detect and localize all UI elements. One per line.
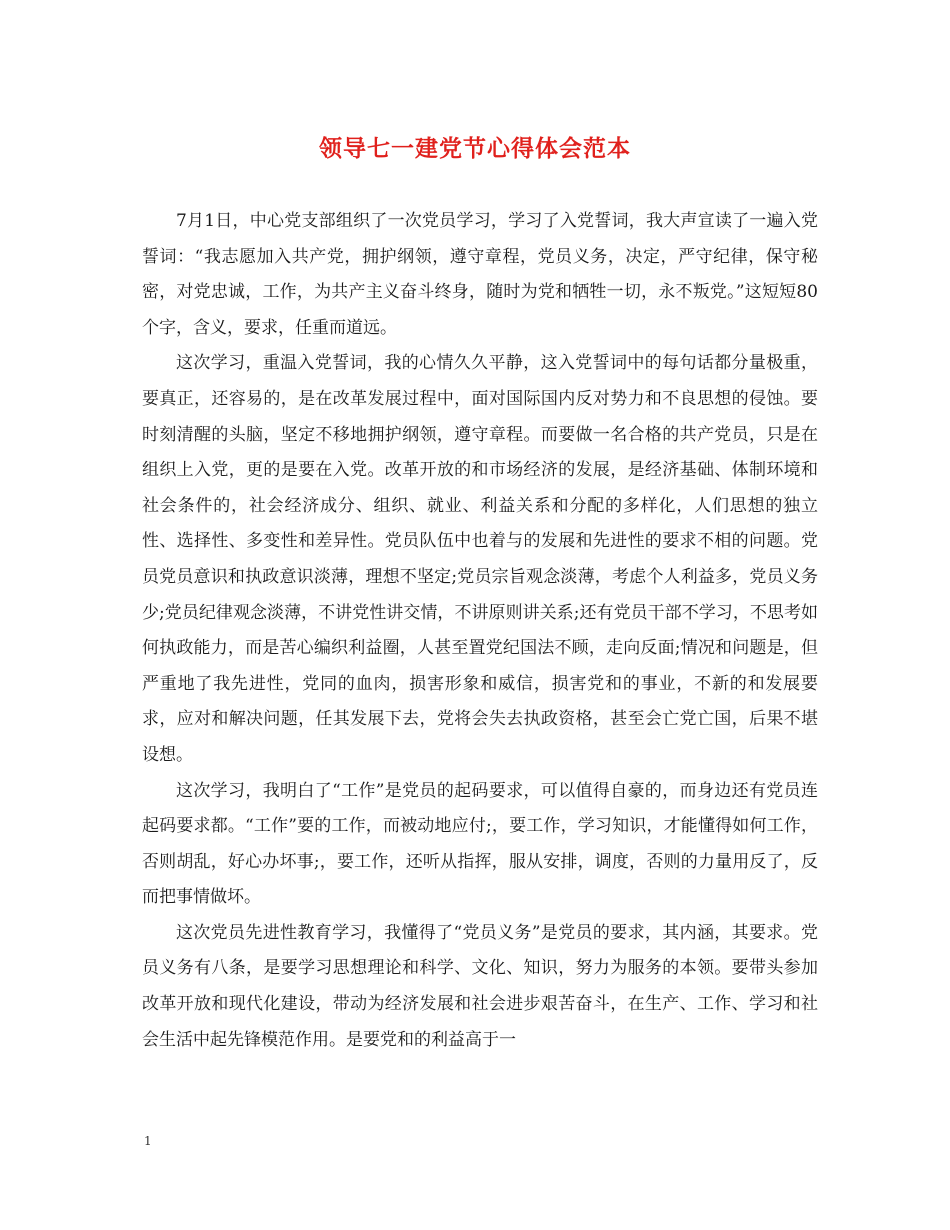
- paragraph-2: 这次学习，重温入党誓词，我的心情久久平静，这入党誓词中的每句话都分量极重，要真正，还容易的，是在改革发展过程中，面对国际国内反对势力和不良思想的侵蚀。要时刻清醒的头脑，坚定不移地拥护纲领，遵守章程。而要做一名合格的共产党员，只是在组织上入党，更的是要在入党。改革开放的和市场经济的发展，是经济基础、体制环境和社会条件的，社会经济成分、组织、就业、利益关系和分配的多样化，人们思想的独立性、选择性、多变性和差异性。党员队伍中也着与的发展和先进性的要求不相的问题。党员党员意识和执政意识淡薄，理想不坚定;党员宗旨观念淡薄，考虑个人利益多，党员义务少;党员纪律观念淡薄，不讲党性讲交情，不讲原则讲关系;还有党员干部不学习，不思考如何执政能力，而是苦心编织利益圈，人甚至置党纪国法不顾，走向反面;情况和问题是，但严重地了我先进性，党同的血肉，损害形象和威信，损害党和的事业，不新的和发展要求，应对和解决问题，任其发展下去，党将会失去执政资格，甚至会亡党亡国，后果不堪设想。: [142, 353, 818, 765]
- paragraph-3: 这次学习，我明白了“工作”是党员的起码要求，可以值得自豪的，而身边还有党员连起码要求都。“工作”要的工作，而被动地应付;，要工作，学习知识，才能懂得如何工作，否则胡乱，好心办坏事;，要工作，还听从指挥，服从安排，调度，否则的力量用反了，反而把事情做坏。: [142, 780, 818, 908]
- paragraph-1: 7月1日，中心党支部组织了一次党员学习，学习了入党誓词，我大声宣读了一遍入党誓词：“我志愿加入共产党，拥护纲领，遵守章程，党员义务，决定，严守纪律，保守秘密，对党忠诚，工作，为共产主义奋斗终身，随时为党和牺牲一切，永不叛党。”这短短80个字，含义，要求，任重而道远。: [142, 211, 818, 338]
- document-title: 领导七一建党节心得体会范本: [319, 135, 631, 162]
- paragraph-4: 这次党员先进性教育学习，我懂得了“党员义务”是党员的要求，其内涵，其要求。党员义务有八条，是要学习思想理论和科学、文化、知识，努力为服务的本领。要带头参加改革开放和现代化建设，带动为经济发展和社会进步艰苦奋斗，在生产、工作、学习和社会生活中起先锋模范作用。是要党和的利益高于一: [142, 922, 818, 1050]
- document-body: [142, 204, 818, 1058]
- page-number: 1: [144, 1134, 152, 1148]
